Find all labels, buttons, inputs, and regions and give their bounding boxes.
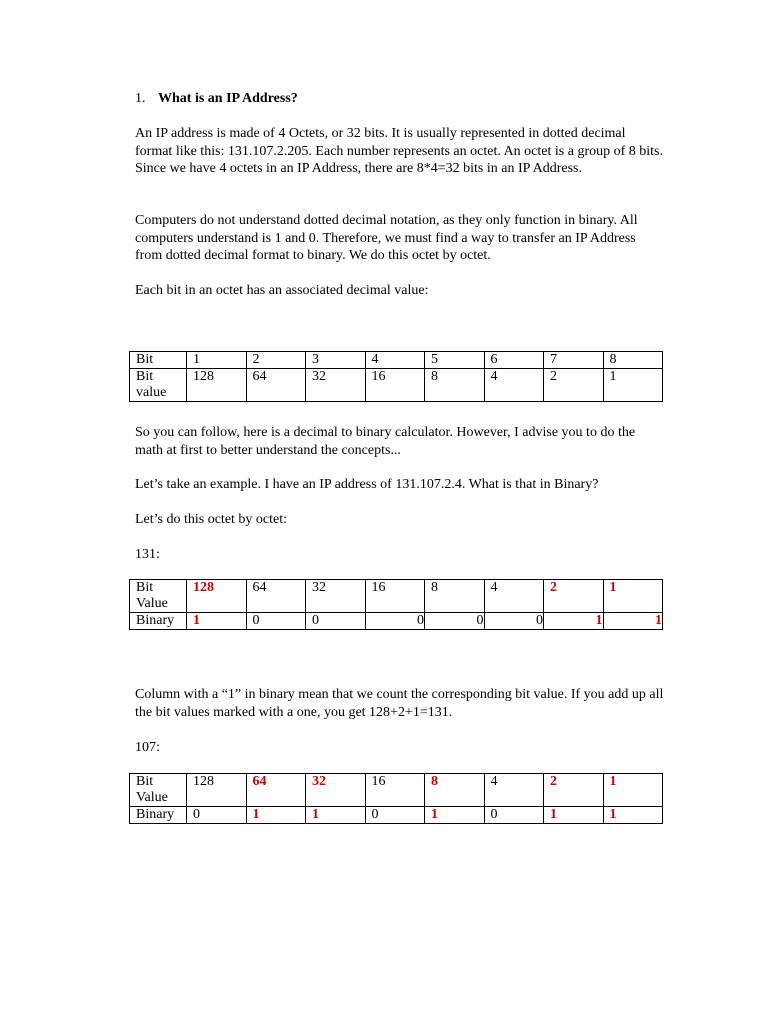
heading-title: What is an IP Address? [158,91,298,106]
table-cell: 5 [425,352,485,369]
table-cell: 0 [187,807,247,824]
table-cell: Binary [130,613,187,630]
table-cell: 128 [187,369,247,402]
table-cell: 1 [603,774,663,807]
table-cell: 1 [187,613,247,630]
table-cell: 32 [306,774,366,807]
table-cell: 4 [484,774,544,807]
table-row [130,352,663,369]
table-cell: Binary [130,807,187,824]
paragraph-binary-intro: Computers do not understand dotted decimal notation, as they only function in binary. All computers understand is 1 and 0. Therefore, we must find a way to transfer an IP Address from dotted decimal format to binary. We do this octet by octet. [135,213,638,263]
table-cell: 64 [246,774,306,807]
table-row [130,613,663,630]
table-cell: 0 [425,613,485,630]
table-cell: 32 [306,580,366,613]
octet-131-table [129,579,663,630]
table-cell: 8 [425,774,485,807]
table-cell: 1 [603,580,663,613]
table-cell: Bit Value [130,580,187,613]
table-cell: 0 [484,613,544,630]
table-cell: 2 [544,369,604,402]
table-cell: 1 [603,369,663,402]
table-cell: 2 [246,352,306,369]
table-cell: 6 [484,352,544,369]
table-cell: 1 [603,613,663,630]
table-cell: 7 [544,352,604,369]
table-cell: 8 [603,352,663,369]
paragraph-ip-definition: An IP address is made of 4 Octets, or 32 bits. It is usually represented in dotted decimal format like this: 131.107.2.205. Each number represents an octet. An octet is a group of 8 bits. Since we have 4 octets in an IP Address, there are 8*4=32 bits in an IP Address. [135,126,663,176]
table-cell: 0 [246,613,306,630]
table-row [130,580,663,613]
table-cell: 1 [544,807,604,824]
table-cell: 3 [306,352,366,369]
bit-value-table [129,351,663,402]
section-heading [135,90,665,108]
table-cell: 0 [306,613,366,630]
table-cell: Bit value [130,369,187,402]
label-octet-107: 107: [135,740,160,755]
table-cell: 128 [187,580,247,613]
table-cell: 2 [544,580,604,613]
table-cell: 16 [365,369,425,402]
paragraph-binary-explanation: Column with a “1” in binary mean that we count the corresponding bit value. If you add up all the bit values marked with a one, you get 128+2+1=131. [135,687,664,720]
table-cell: 128 [187,774,247,807]
table-cell: 1 [306,807,366,824]
table-cell: 0 [484,807,544,824]
paragraph-example: Let’s take an example. I have an IP address of 131.107.2.4. What is that in Binary? [135,477,599,492]
table-cell: 1 [603,807,663,824]
table-row [130,774,663,807]
table-row [130,369,663,402]
table-cell: 1 [544,613,604,630]
table-cell: 16 [365,774,425,807]
table-cell: 8 [425,369,485,402]
table-cell: 4 [484,580,544,613]
table-cell: 1 [425,807,485,824]
table-cell: 2 [544,774,604,807]
table-cell: 0 [365,613,425,630]
table-row [130,807,663,824]
paragraph-bit-value-intro: Each bit in an octet has an associated decimal value: [135,283,429,298]
paragraph-octet-by-octet: Let’s do this octet by octet: [135,512,288,527]
table-cell: 8 [425,580,485,613]
table-cell: 64 [246,369,306,402]
label-octet-131: 131: [135,547,160,562]
table-cell: 1 [246,807,306,824]
table-cell: 16 [365,580,425,613]
table-cell: 1 [187,352,247,369]
heading-number: 1. [135,91,146,106]
table-cell: 32 [306,369,366,402]
table-cell: 64 [246,580,306,613]
table-cell: Bit [130,352,187,369]
octet-107-table [129,773,663,824]
table-cell: Bit Value [130,774,187,807]
table-cell: 4 [484,369,544,402]
table-cell: 0 [365,807,425,824]
paragraph-calculator-note: So you can follow, here is a decimal to binary calculator. However, I advise you to do the math at first to better understand the concepts... [135,425,636,458]
table-cell: 4 [365,352,425,369]
